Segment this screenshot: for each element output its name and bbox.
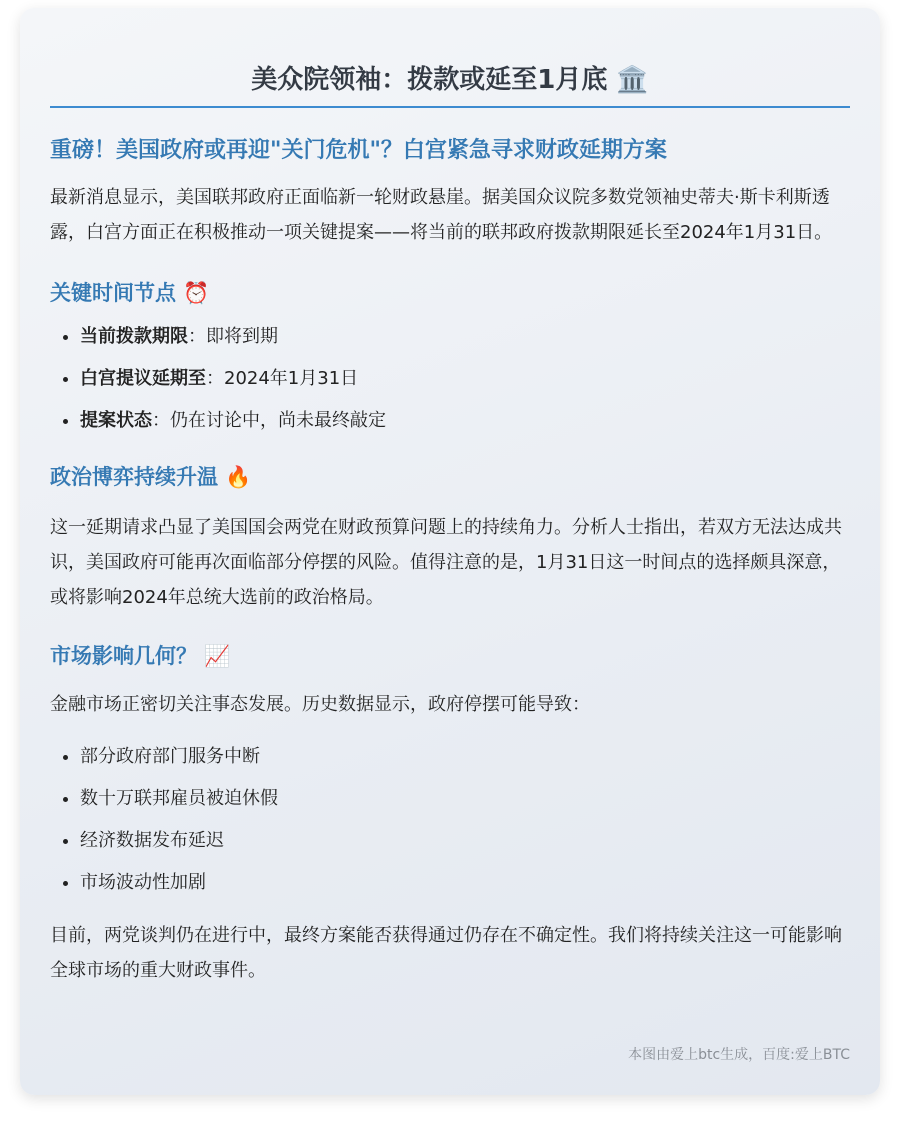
- list-item-value: 即将到期: [206, 326, 278, 347]
- article-card: [20, 8, 880, 1095]
- market-impact-list: [50, 736, 850, 904]
- list-item-label: 当前拨款期限: [80, 326, 188, 347]
- list-item: • 市场波动性加剧: [80, 862, 850, 904]
- list-item-value: 2024年1月31日: [224, 368, 359, 389]
- fire-icon: 🔥: [225, 465, 252, 489]
- list-item-value: 仍在讨论中，尚未最终敲定: [170, 410, 386, 431]
- list-item: [80, 358, 850, 400]
- timeline-heading: [50, 278, 850, 308]
- list-item-separator: ：: [206, 368, 224, 389]
- classical-building-icon: 🏛️: [616, 65, 649, 95]
- politics-heading-text: 政治博弈持续升温: [50, 465, 218, 489]
- list-item-label: 提案状态: [80, 410, 152, 431]
- title-divider: [50, 106, 850, 108]
- footer-credit: 本图由爱上btc生成，百度:爱上BTC: [628, 1047, 850, 1063]
- list-item: [80, 316, 850, 358]
- alarm-clock-icon: ⏰: [183, 281, 210, 305]
- page-title: [50, 60, 850, 100]
- timeline-heading-text: 关键时间节点: [50, 281, 176, 305]
- list-item: • 部分政府部门服务中断: [80, 736, 850, 778]
- market-heading: [50, 641, 850, 671]
- list-item-label: 白宫提议延期至: [80, 368, 206, 389]
- politics-paragraph: 这一延期请求凸显了美国国会两党在财政预算问题上的持续角力。分析人士指出，若双方无法达成共识，美国政府可能再次面临部分停摆的风险。值得注意的是，1月31日这一时间点的选择颇具深意，或将影响2024年总统大选前的政治格局。: [50, 517, 842, 608]
- list-item: • 经济数据发布延迟: [80, 820, 850, 862]
- intro-paragraph: 最新消息显示，美国联邦政府正面临新一轮财政悬崖。据美国众议院多数党领袖史蒂夫·斯卡利斯透露，白宫方面正在积极推动一项关键提案——将当前的联邦政府拨款期限延长至2024年1月31日。: [50, 187, 833, 243]
- page-title-text: 美众院领袖：拨款或延至1月底: [251, 65, 608, 95]
- article-headline: 重磅！美国政府或再迎"关门危机"？白宫紧急寻求财政延期方案: [50, 138, 667, 163]
- list-item-separator: ：: [188, 326, 206, 347]
- timeline-list: [50, 316, 850, 442]
- market-heading-text: 市场影响几何？: [50, 644, 197, 668]
- list-item: • 数十万联邦雇员被迫休假: [80, 778, 850, 820]
- conclusion-paragraph: 目前，两党谈判仍在进行中，最终方案能否获得通过仍存在不确定性。我们将持续关注这一可能影响全球市场的重大财政事件。: [50, 925, 842, 981]
- chart-increasing-icon: 📈: [204, 644, 231, 668]
- list-item: [80, 400, 850, 442]
- politics-heading: [50, 462, 850, 492]
- market-intro-paragraph: 金融市场正密切关注事态发展。历史数据显示，政府停摆可能导致：: [50, 694, 590, 715]
- list-item-separator: ：: [152, 410, 170, 431]
